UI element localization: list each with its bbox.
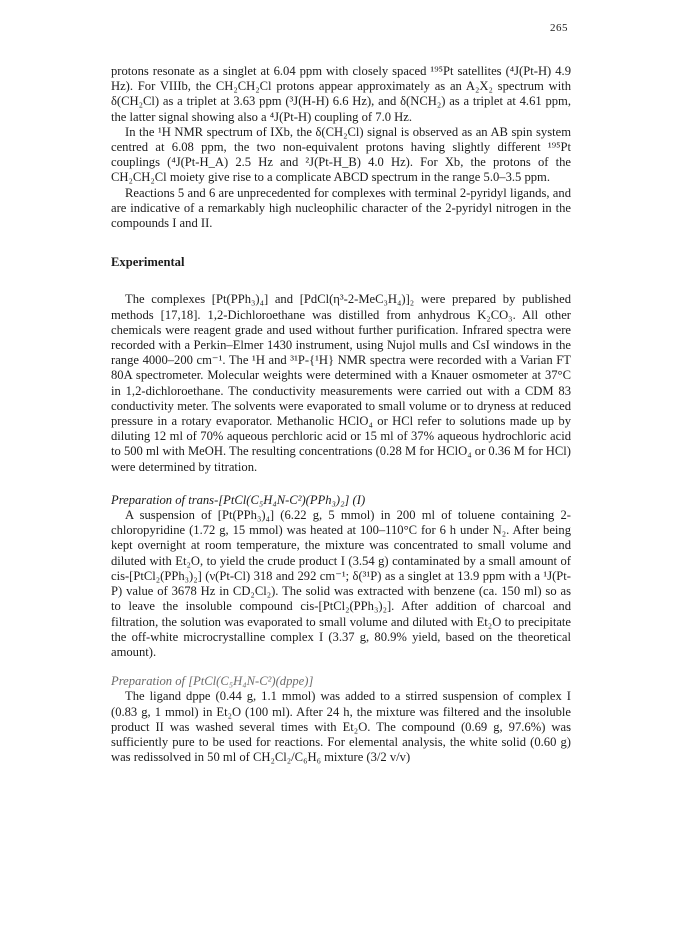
continuation-paragraph-1: protons resonate as a singlet at 6.04 ppm with closely spaced ¹⁹⁵Pt satellites (⁴J(Pt-H) 4.9 Hz). For VIIIb, the CH₂CH₂Cl protons appear approximately as an A₂X₂ spectrum with δ(CH₂Cl) as a triplet at 3.63 ppm (³J(H-H) 6.6 Hz), and δ(NCH₂) as a triplet at 4.61 ppm, the latter signal showing also a ⁴J(Pt-H) coupling of 7.0 Hz.	[111, 64, 571, 124]
article-body	[111, 64, 571, 765]
section-heading-experimental: Experimental	[111, 255, 185, 270]
preparation-heading-complex-i: Preparation of trans-[PtCl(C₅H₄N-C²)(PPh₃)₂] (I)	[111, 492, 366, 507]
preparation-paragraph-complex-ii: The ligand dppe (0.44 g, 1.1 mmol) was added to a stirred suspension of complex I (0.83 g, 1 mmol) in Et₂O (100 ml). After 24 h, the mixture was filtered and the insoluble product II was washed several times with Et₂O. The compound (0.69 g, 97.6%) was sufficiently pure to be used for reactions. For elemental analysis, the white solid (0.60 g) was redissolved in 50 ml of CH₂Cl₂/C₆H₆ mixture (3/2 v/v)	[111, 689, 571, 765]
preparation-paragraph-complex-i: A suspension of [Pt(PPh₃)₄] (6.22 g, 5 mmol) in 200 ml of toluene containing 2-chloropyridine (1.72 g, 15 mmol) was heated at 100–110°C for 6 h under N₂. After being kept overnight at room temperature, the mixture was concentrated to small volume and diluted with Et₂O, to yield the crude product I (3.54 g) contaminated by a small amount of cis-[PtCl₂(PPh₃)₂] (ν(Pt-Cl) 318 and 292 cm⁻¹; δ(³¹P) as a singlet at 13.9 ppm with a ¹J(Pt-P) value of 3678 Hz in CD₂Cl₂). The solid was extracted with benzene (ca. 150 ml) so as to leave the insoluble compound cis-[PtCl₂(PPh₃)₂]. After addition of charcoal and filtration, the solution was evaporated to small volume and diluted with Et₂O to precipitate the off-white microcrystalline complex I (3.37 g, 80.9% yield, based on the theoretical amount).	[111, 508, 571, 659]
page-number: 265	[550, 22, 568, 34]
preparation-heading-complex-ii: Preparation of [PtCl(C₅H₄N-C²)(dppe)]	[111, 674, 314, 689]
continuation-paragraph-2: In the ¹H NMR spectrum of IXb, the δ(CH₂Cl) signal is observed as an AB spin system centred at 6.08 ppm, the two non-equivalent protons having slightly different ¹⁹⁵Pt couplings (⁴J(Pt-H_A) 2.5 Hz and ²J(Pt-H_B) 4.0 Hz). For Xb, the protons of the CH₂CH₂Cl moiety give rise to a complicate ABCD spectrum in the range 5.0–3.5 ppm.	[111, 124, 571, 185]
experimental-paragraph: The complexes [Pt(PPh₃)₄] and [PdCl(η³-2-MeC₃H₄)]₂ were prepared by published methods [17,18]. 1,2-Dichloroethane was distilled from anhydrous K₂CO₃. All other chemicals were reagent grade and used without further purification. Infrared spectra were recorded with a Perkin–Elmer 1430 instrument, using Nujol mulls and CsI windows in the range 4000–200 cm⁻¹. The ¹H and ³¹P-{¹H} NMR spectra were recorded with a Varian FT 80A spectrometer. Molecular weights were determined with a Knauer osmometer at 37°C in 1,2-dichloroethane. The conductivity measurements were carried out with a CDM 83 conductivity meter. The solvents were evaporated to small volume or to dryness at reduced pressure in a rotary evaporator. Methanolic HClO₄ or HCl refer to solutions made up by diluting 12 ml of 70% aqueous perchloric acid or 15 ml of 37% aqueous hydrochloric acid to 500 ml with MeOH. The resulting concentrations (0.28 M for HClO₄ or 0.36 M for HCl) were determined by titration.	[111, 292, 571, 474]
continuation-paragraph-3: Reactions 5 and 6 are unprecedented for complexes with terminal 2-pyridyl ligands, and are indicative of a remarkably high nucleophilic character of the 2-pyridyl nitrogen in the compounds I and II.	[111, 185, 571, 231]
